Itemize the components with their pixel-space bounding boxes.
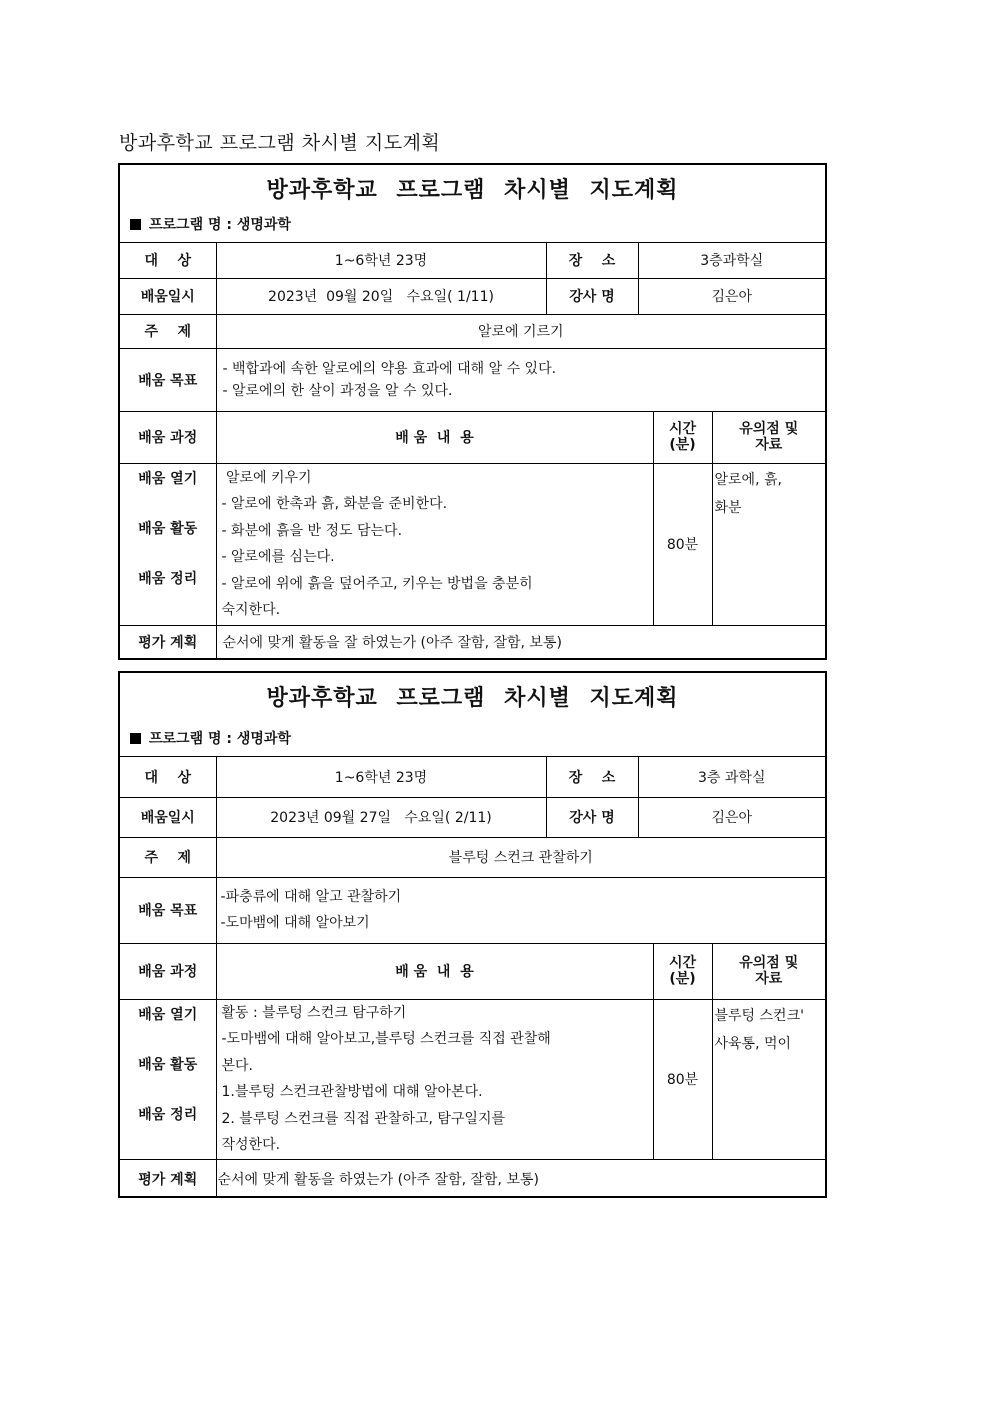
notes-line: 알로에, 흙, bbox=[714, 471, 782, 488]
notes-list bbox=[712, 463, 825, 625]
square-bullet-icon bbox=[130, 219, 141, 230]
teacher-value: 김은아 bbox=[638, 278, 825, 314]
content-list bbox=[216, 999, 653, 1159]
content-line: - 화분에 흙을 반 정도 담는다. bbox=[221, 522, 403, 539]
date-value: 2023년 09월 20일 수요일( 1/11) bbox=[216, 278, 546, 314]
notes-line: 블루텅 스컨크' bbox=[714, 1007, 804, 1024]
process-label: 배움 과정 bbox=[120, 943, 216, 999]
notes-header-line: 유의점 및 bbox=[739, 421, 799, 437]
notes-header bbox=[712, 943, 825, 999]
time-value: 80분 bbox=[653, 463, 712, 625]
stage-open: 배움 열기 bbox=[138, 470, 198, 487]
stage-activity: 배움 활동 bbox=[138, 1056, 198, 1073]
evaluation-value: 순서에 맞게 활동을 하였는가 (아주 잘함, 잘함, 보통) bbox=[216, 1159, 825, 1198]
time-value: 80분 bbox=[653, 999, 712, 1159]
goal-item: -파충류에 대해 알고 관찰하기 bbox=[220, 889, 402, 905]
content-list bbox=[216, 463, 653, 625]
plan-table bbox=[120, 757, 825, 1198]
plan-heading: 방과후학교 프로그램 차시별 지도계획 bbox=[266, 685, 679, 711]
time-header-line: (분) bbox=[669, 437, 696, 453]
evaluation-label: 평가 계획 bbox=[120, 1159, 216, 1198]
content-header: 배 움 내 용 bbox=[216, 411, 653, 463]
time-header-line: 시간 bbox=[668, 955, 697, 971]
content-line: 1.블루텅 스컨크관찰방법에 대해 알아본다. bbox=[221, 1084, 483, 1100]
topic-label: 주 제 bbox=[120, 837, 216, 877]
plan-table bbox=[120, 243, 825, 658]
program-name-line bbox=[130, 214, 291, 234]
stage-list bbox=[120, 999, 216, 1159]
notes-header-line: 자료 bbox=[755, 971, 783, 987]
place-label: 장 소 bbox=[546, 757, 638, 797]
stage-close: 배움 정리 bbox=[138, 570, 198, 587]
content-line: - 알로에 한촉과 흙, 화분을 준비한다. bbox=[221, 496, 448, 512]
target-value: 1~6학년 23명 bbox=[216, 757, 546, 797]
plan-heading: 방과후학교 프로그램 차시별 지도계획 bbox=[266, 177, 679, 203]
date-label: 배움일시 bbox=[120, 797, 216, 837]
stage-open: 배움 열기 bbox=[138, 1006, 198, 1023]
program-name-line bbox=[130, 728, 291, 748]
stage-activity: 배움 활동 bbox=[138, 520, 198, 537]
program-name: 생명과학 bbox=[236, 217, 291, 233]
lesson-plan-2 bbox=[118, 671, 827, 1198]
stage-close: 배움 정리 bbox=[138, 1106, 198, 1123]
content-line: 본다. bbox=[221, 1057, 253, 1074]
time-header-line: (분) bbox=[669, 971, 696, 987]
process-label: 배움 과정 bbox=[120, 411, 216, 463]
notes-header-line: 유의점 및 bbox=[739, 955, 799, 971]
notes-list bbox=[712, 999, 825, 1159]
teacher-label: 강사 명 bbox=[546, 278, 638, 314]
target-value: 1~6학년 23명 bbox=[216, 243, 546, 278]
lesson-plan-1 bbox=[118, 163, 827, 660]
goal-item: -도마뱀에 대해 알아보기 bbox=[220, 915, 370, 931]
date-value: 2023년 09월 27일 수요일( 2/11) bbox=[216, 797, 546, 837]
content-line: 알로에 키우기 bbox=[221, 469, 312, 486]
time-header-line: 시간 bbox=[668, 421, 697, 437]
topic-value: 알로에 기르기 bbox=[216, 314, 825, 348]
content-line: 활동 : 블루텅 스컨크 탐구하기 bbox=[221, 1004, 407, 1021]
content-header: 배 움 내 용 bbox=[216, 943, 653, 999]
program-label: 프로그램 명 : bbox=[149, 217, 237, 233]
content-line: - 알로에를 심는다. bbox=[221, 549, 335, 565]
time-header bbox=[653, 943, 712, 999]
document-title: 방과후학교 프로그램 차시별 지도계획 bbox=[119, 132, 441, 154]
teacher-value: 김은아 bbox=[638, 797, 825, 837]
notes-header bbox=[712, 411, 825, 463]
target-label: 대 상 bbox=[120, 757, 216, 797]
topic-label: 주 제 bbox=[120, 314, 216, 348]
program-label: 프로그램 명 : bbox=[149, 731, 237, 747]
goal-item: - 알로에의 한 살이 과정을 알 수 있다. bbox=[222, 382, 453, 399]
content-line: 숙지한다. bbox=[221, 602, 281, 618]
notes-line: 사육통, 먹이 bbox=[714, 1035, 792, 1052]
plan-header bbox=[120, 673, 825, 757]
place-label: 장 소 bbox=[546, 243, 638, 278]
topic-value: 블루텅 스컨크 관찰하기 bbox=[216, 837, 825, 877]
goal-label: 배움 목표 bbox=[120, 877, 216, 943]
square-bullet-icon bbox=[130, 733, 141, 744]
content-line: -도마뱀에 대해 알아보고,블루텅 스컨크를 직접 관찰해 bbox=[221, 1031, 551, 1047]
evaluation-value: 순서에 맞게 활동을 잘 하였는가 (아주 잘함, 잘함, 보통) bbox=[216, 625, 825, 658]
content-line: 2. 블루텅 스컨크를 직접 관찰하고, 탐구일지를 bbox=[221, 1110, 505, 1127]
place-value: 3층 과학실 bbox=[638, 757, 825, 797]
notes-line: 화분 bbox=[714, 499, 742, 516]
place-value: 3층과학실 bbox=[638, 243, 825, 278]
evaluation-label: 평가 계획 bbox=[120, 625, 216, 658]
goal-list bbox=[216, 348, 825, 411]
time-header bbox=[653, 411, 712, 463]
goal-list bbox=[216, 877, 825, 943]
notes-header-line: 자료 bbox=[755, 437, 783, 453]
goal-item: - 백합과에 속한 알로에의 약용 효과에 대해 알 수 있다. bbox=[222, 360, 557, 377]
teacher-label: 강사 명 bbox=[546, 797, 638, 837]
program-name: 생명과학 bbox=[236, 731, 291, 747]
plan-header bbox=[120, 165, 825, 243]
date-label: 배움일시 bbox=[120, 278, 216, 314]
target-label: 대 상 bbox=[120, 243, 216, 278]
content-line: - 알로에 위에 흙을 덮어주고, 키우는 방법을 충분히 bbox=[221, 575, 533, 592]
stage-list bbox=[120, 463, 216, 625]
content-line: 작성한다. bbox=[221, 1137, 281, 1153]
goal-label: 배움 목표 bbox=[120, 348, 216, 411]
